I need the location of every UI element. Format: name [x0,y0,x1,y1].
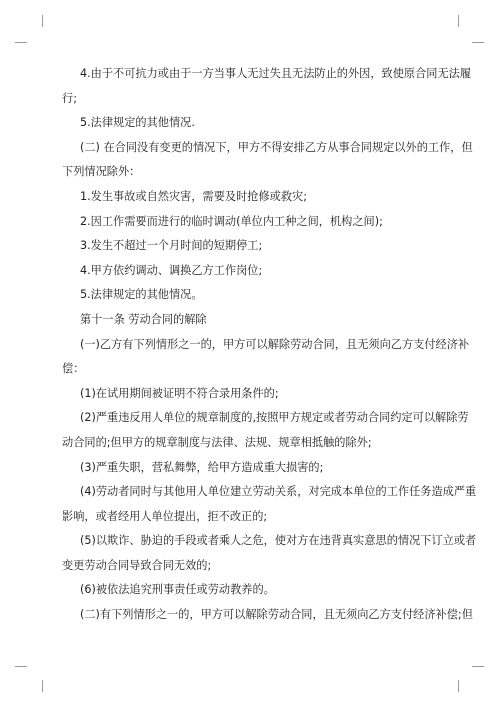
text-line: (5)以欺诈、胁迫的手段或者乘人之危，使对方在违背真实意思的情况下订立或者 [80,534,477,548]
text-line: (6)被依法追究刑事责任或劳动教养的。 [80,583,275,597]
text-line: 4.甲方依约调动、调换乙方工作岗位; [80,263,263,277]
text-line: (1)在试用期间被证明不符合录用条件的; [80,386,279,400]
text-line: (一)乙方有下列情形之一的，甲方可以解除劳动合同，且无须向乙方支付经济补 [80,337,470,351]
text-line: (二)有下列情形之一的，甲方可以解除劳动合同，且无须向乙方支付经济补偿;但 [80,608,473,622]
text-line: (4)劳动者同时与其他用人单位建立劳动关系，对完成本单位的工作任务造成严重 [80,485,477,499]
text-line: 下列情况除外： [62,165,141,179]
text-line: 5.法律规定的其他情况。 [80,288,203,302]
text-line: (二) 在合同没有变更的情况下，甲方不得安排乙方从事合同规定以外的工作，但 [80,140,473,154]
text-line: 4.由于不可抗力或由于一方当事人无过失且无法防止的外因，致使原合同无法履 [80,67,472,80]
text-line: (3)严重失职，营私舞弊，给甲方造成重大损害的; [80,460,324,474]
text-line: (2)严重违反用人单位的规章制度的,按照甲方规定或者劳动合同约定可以解除劳 [80,411,469,425]
text-line: 影响，或者经用人单位提出，拒不改正的; [62,509,268,523]
text-line: 变更劳动合同导致合同无效的; [62,558,212,572]
text-line: 偿： [62,362,85,376]
text-line: 动合同的;但甲方的规章制度与法律、法规、规章相抵触的除外; [62,435,372,449]
text-line: 行; [62,91,77,105]
text-line: 2.因工作需要而进行的临时调动(单位内工种之间，机构之间); [80,214,383,228]
document-body [62,65,477,631]
text-line: 5.法律规定的其他情况. [80,116,195,130]
text-line: 1.发生事故或自然灾害，需要及时抢修或救灾; [80,189,308,203]
section-heading: 第十一条 劳动合同的解除 [80,312,207,326]
text-line: 3.发生不超过一个月时间的短期停工; [80,239,263,253]
